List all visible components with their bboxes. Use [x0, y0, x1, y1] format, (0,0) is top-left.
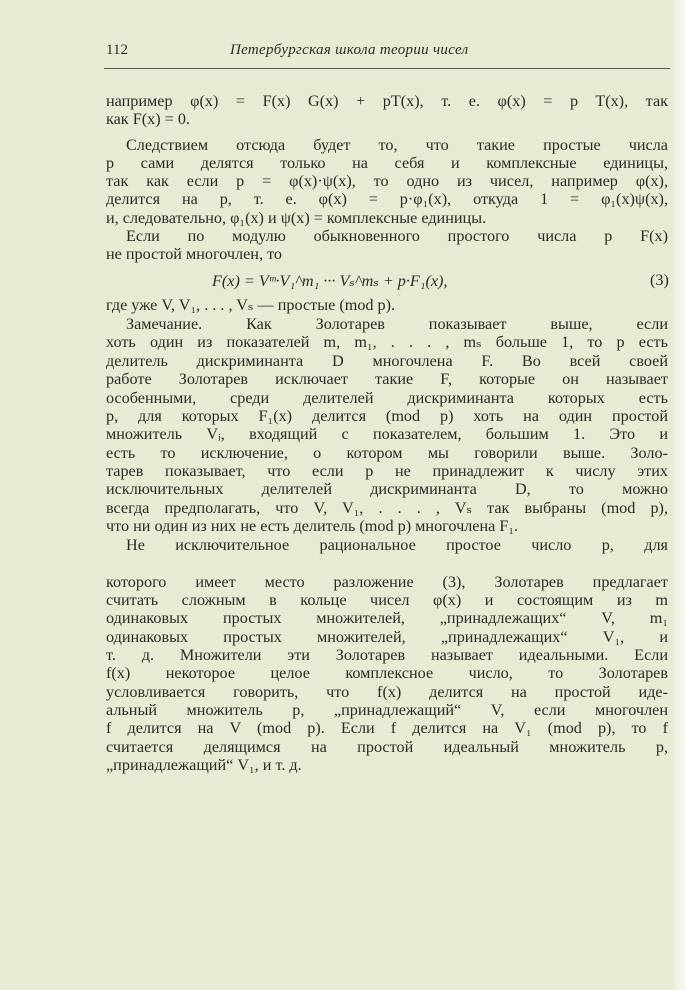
text-line: как F(x) = 0.	[106, 110, 190, 128]
text-line: одинаковых простых множителей, „принадлежащих“ V, m₁	[106, 609, 668, 627]
text-line: есть то исключение, о котором мы говорили выше. Золо-	[106, 444, 668, 462]
text-line: p сами делятся только на себя и комплексные единицы,	[106, 154, 668, 172]
equation-number: (3)	[650, 271, 669, 289]
text-line: делится на p, т. е. φ(x) = p·φ₁(x), откуда 1 = φ₁(x)ψ(x),	[106, 190, 668, 208]
text-line: тарев показывает, что если p не принадлежит к числу этих	[106, 462, 668, 480]
text-line: особенными, среди делителей дискриминанта которых есть	[106, 389, 668, 407]
formula-3: F(x) = Vᵐ·V₁^m₁ ··· Vₛ^mₛ + p·F₁(x),	[212, 272, 448, 290]
text-line: хоть один из показателей m, m₁, . . . , mₛ больше 1, то p есть	[106, 333, 668, 351]
page-number: 112	[106, 42, 128, 58]
text-line: f(x) некоторое целое комплексное число, то Золотарев	[106, 664, 668, 682]
text-line: „принадлежащий“ V₁, и т. д.	[106, 756, 302, 774]
text-line: делитель дискриминанта D многочлена F. Во всей своей	[106, 352, 668, 370]
text-line: f делится на V (mod p). Если f делится на V₁ (mod p), то f	[106, 719, 668, 737]
text-line: не простой многочлен, то	[106, 245, 283, 263]
text-line: исключительных делителей дискриминанта D, то можно	[106, 480, 668, 498]
header-rule	[104, 68, 670, 69]
text-line: Если по модулю обыкновенного простого числа p F(x)	[126, 227, 668, 245]
text-line: т. д. Множители эти Золотарев называет идеальными. Если	[106, 646, 668, 664]
text-line: где уже V, V₁, . . . , Vₛ — простые (mod p).	[106, 296, 396, 314]
running-title: Петербургская школа теории чисел	[230, 42, 469, 58]
page-edge	[674, 0, 686, 990]
text-line: считать сложным в кольце чисел φ(x) и состоящим из m	[106, 591, 668, 609]
text-line: что ни один из них не есть делитель (mod p) многочлена F₁.	[106, 517, 519, 535]
text-line: и, следовательно, φ₁(x) и ψ(x) = комплексные единицы.	[106, 209, 487, 227]
text-line: Следствием отсюда будет то, что такие простые числа	[126, 136, 668, 154]
text-line: альный множитель p, „принадлежащий“ V, если многочлен	[106, 701, 668, 719]
text-line: множитель Vᵢ, входящий с показателем, большим 1. Это и	[106, 425, 668, 443]
text-line: которого имеет место разложение (3), Золотарев предлагает	[106, 573, 668, 591]
text-line: например φ(x) = F(x) G(x) + pT(x), т. е. φ(x) = p T(x), так	[106, 92, 668, 110]
text-line: Замечание. Как Золотарев показывает выше, если	[126, 315, 668, 333]
text-line: p, для которых F₁(x) делится (mod p) хоть на один простой	[106, 407, 668, 425]
text-line: считается делящимся на простой идеальный множитель p,	[106, 738, 668, 756]
text-line: так как если p = φ(x)·ψ(x), то одно из чисел, например φ(x),	[106, 172, 668, 190]
text-line: всегда предполагать, что V, V₁, . . . , Vₛ так выбраны (mod p),	[106, 499, 668, 517]
text-line: Не исключительное рациональное простое число p, для	[126, 536, 668, 554]
text-line: работе Золотарев исключает такие F, которые он называет	[106, 370, 668, 388]
text-line: одинаковых простых множителей, „принадлежащих“ V₁, и	[106, 628, 668, 646]
text-line: условливается говорить, что f(x) делится на простой иде-	[106, 683, 668, 701]
